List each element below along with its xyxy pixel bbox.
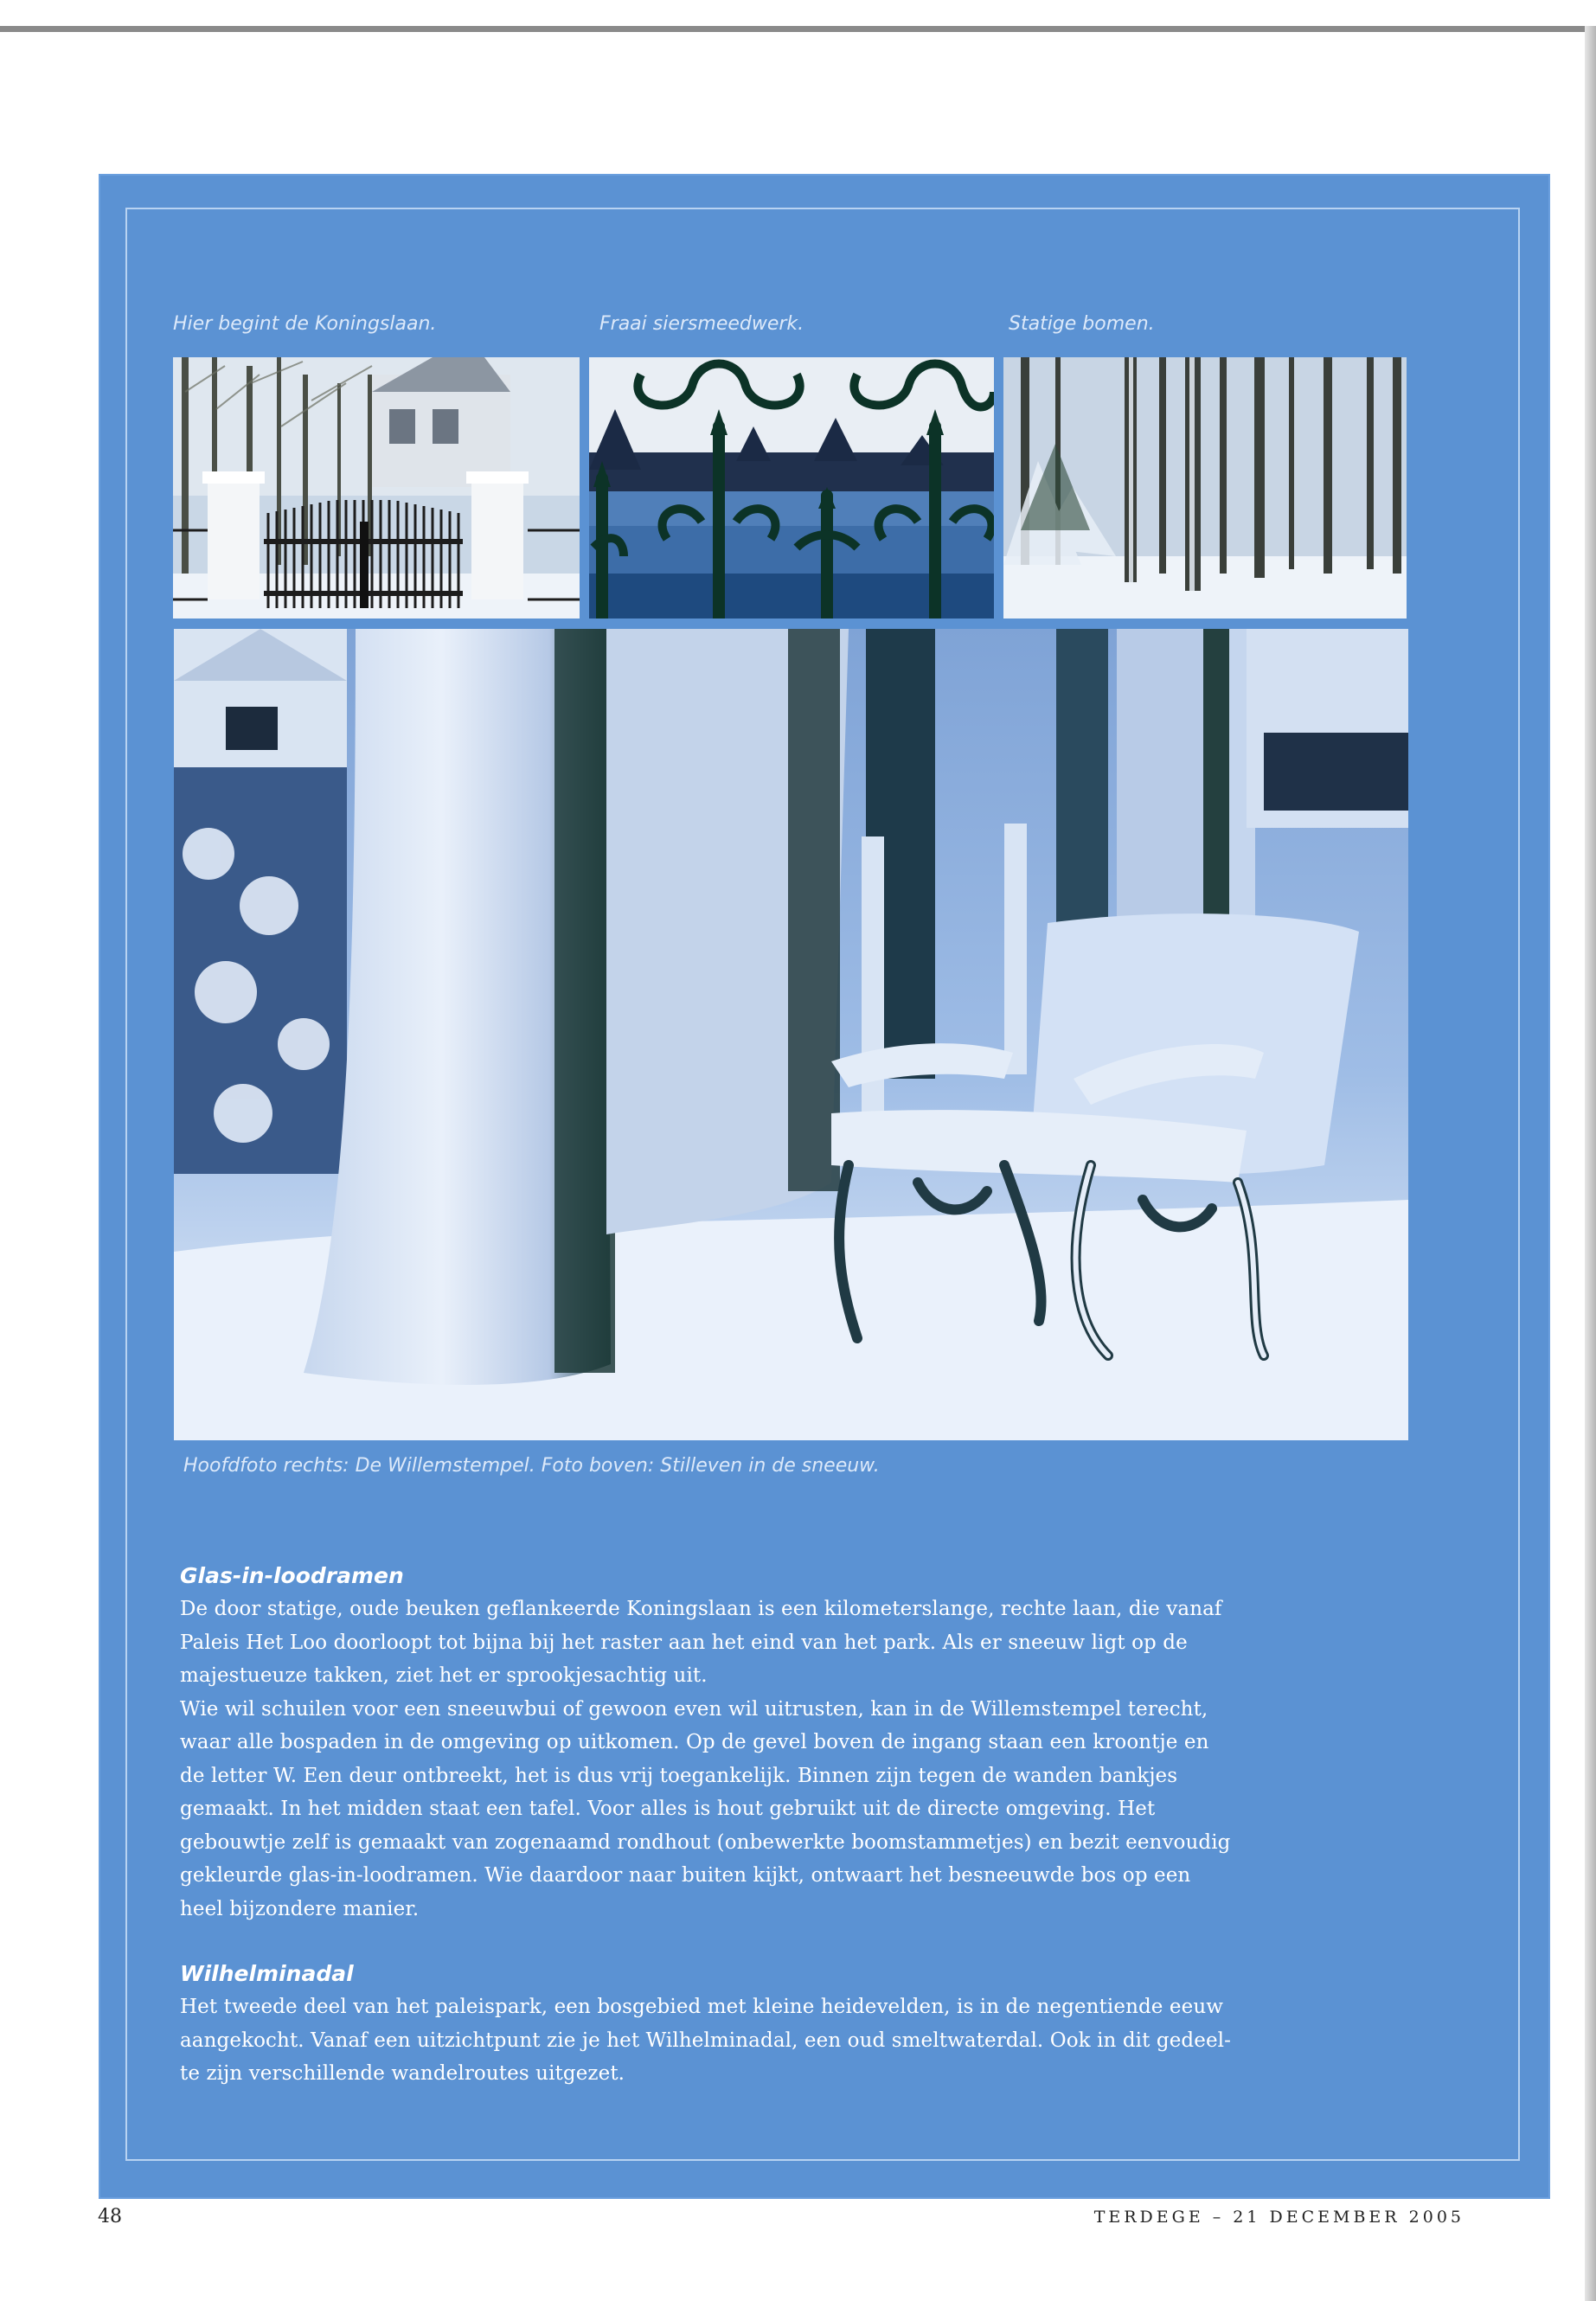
body-line: gemaakt. In het midden staat een tafel. Voor alles is hout gebruikt uit de directe omgeving. Het — [180, 1798, 1156, 1820]
body-line: majestueuze takken, ziet het er sprookjesachtig uit. — [180, 1664, 708, 1687]
body-line: Wie wil schuilen voor een sneeuwbui of gewoon even wil uitrusten, kan in de Willemstempel terecht, — [180, 1697, 1208, 1721]
scan-edge-right — [1585, 26, 1596, 2301]
body-line: aangekocht. Vanaf een uitzichtpunt zie je het Wilhelminadal, een oud smeltwaterdal. Ook in dit gedeel- — [180, 2029, 1232, 2052]
publication-line: TERDEGE – 21 DECEMBER 2005 — [1093, 2208, 1465, 2227]
caption-koningslaan: Hier begint de Koningslaan. — [173, 313, 437, 335]
caption-statige-bomen: Statige bomen. — [1009, 313, 1155, 335]
body-line: gekleurde glas-in-loodramen. Wie daardoor naar buiten kijkt, ontwaart het besneeuwde bos op een — [180, 1864, 1191, 1887]
body-line: te zijn verschillende wandelroutes uitgezet. — [180, 2062, 625, 2085]
article-section-glas-in-loodramen — [180, 1560, 1426, 1926]
body-line: De door statige, oude beuken geflankeerde Koningslaan is een kilometerslange, rechte laan, die vanaf — [180, 1598, 1222, 1620]
photo-snowy-bench — [174, 629, 1408, 1440]
article-section-wilhelminadal — [180, 1958, 1426, 2091]
body-line: waar alle bospaden in de omgeving op uitkomen. Op de gevel boven de ingang staan een kroontje en — [180, 1731, 1209, 1753]
photo-koningslaan-gate — [173, 357, 580, 619]
section-heading: Wilhelminadal — [180, 1961, 354, 1986]
page-number: 48 — [98, 2206, 122, 2227]
body-line: heel bijzondere manier. — [180, 1897, 420, 1920]
body-line: gebouwtje zelf is gemaakt van zogenaamd rondhout (onbewerkte boomstammetjes) en bezit eenvoudig — [180, 1830, 1231, 1854]
photo-siersmeedwerk — [589, 357, 994, 619]
main-photo-caption: Hoofdfoto rechts: De Willemstempel. Foto boven: Stilleven in de sneeuw. — [183, 1455, 880, 1477]
caption-siersmeedwerk: Fraai siersmeedwerk. — [599, 313, 804, 335]
body-line: Paleis Het Loo doorloopt tot bijna bij het raster aan het eind van het park. Als er sneeuw ligt op de — [180, 1631, 1188, 1654]
section-heading: Glas-in-loodramen — [180, 1563, 404, 1588]
body-line: Het tweede deel van het paleispark, een bosgebied met kleine heidevelden, is in de negentiende eeuw — [180, 1996, 1224, 2018]
body-line: de letter W. Een deur ontbreekt, het is dus vrij toegankelijk. Binnen zijn tegen de wanden bankjes — [180, 1764, 1178, 1787]
photo-statige-bomen — [1003, 357, 1407, 619]
scan-edge-top — [0, 26, 1596, 32]
